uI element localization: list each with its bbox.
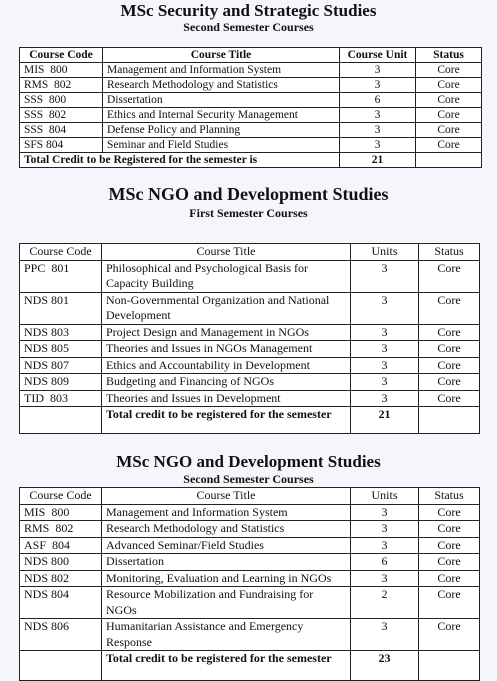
table-row [20, 324, 480, 341]
section1-subtitle: Second Semester Courses [183, 20, 314, 34]
course-units: 3 [340, 63, 416, 78]
course-code: NDS 809 [20, 374, 102, 391]
course-units: 3 [351, 374, 419, 391]
section3-title: MSc NGO and Development Studies [116, 452, 381, 471]
course-code: PPC 801 [20, 260, 102, 292]
course-code: NDS 803 [20, 324, 102, 341]
header-status: Status [416, 48, 482, 63]
section3-table [19, 487, 480, 681]
table-row [20, 570, 480, 587]
header-units: Units [351, 244, 419, 261]
course-title: Research Methodology and Statistics [102, 521, 351, 538]
course-title: Philosophical and Psychological Basis for Capacity Building [102, 260, 351, 292]
course-code: SSS 802 [20, 108, 103, 123]
table-row [20, 78, 482, 93]
course-units: 3 [351, 504, 419, 521]
empty-cell [20, 407, 102, 434]
header-course-title: Course Title [102, 244, 351, 261]
empty-cell [416, 153, 482, 168]
header-status: Status [419, 488, 480, 505]
section2-title: MSc NGO and Development Studies [108, 184, 389, 204]
course-code: TID 803 [20, 390, 102, 407]
course-title: Theories and Issues in NGOs Management [102, 341, 351, 358]
course-title: Ethics and Internal Security Management [103, 108, 340, 123]
course-code: MIS 800 [20, 504, 102, 521]
course-status: Core [419, 570, 480, 587]
course-status: Core [419, 619, 480, 651]
table-row [20, 390, 480, 407]
header-course-code: Course Code [20, 48, 103, 63]
table-row [20, 108, 482, 123]
header-course-title: Course Title [102, 488, 351, 505]
course-status: Core [419, 554, 480, 571]
course-status: Core [419, 341, 480, 358]
course-status: Core [416, 108, 482, 123]
course-status: Core [419, 537, 480, 554]
course-title: Advanced Seminar/Field Studies [102, 537, 351, 554]
course-units: 3 [351, 341, 419, 358]
table-row [20, 374, 480, 391]
course-code: NDS 801 [20, 292, 102, 324]
course-code: NDS 806 [20, 619, 102, 651]
course-code: RMS 802 [20, 78, 103, 93]
course-code: NDS 807 [20, 357, 102, 374]
course-units: 2 [351, 587, 419, 619]
course-status: Core [419, 357, 480, 374]
total-label: Total Credit to be Registered for the semester is [20, 153, 340, 168]
empty-cell [20, 651, 102, 681]
course-status: Core [419, 292, 480, 324]
empty-cell [419, 407, 480, 434]
course-title: Project Design and Management in NGOs [102, 324, 351, 341]
table-row [20, 587, 480, 619]
course-code: RMS 802 [20, 521, 102, 538]
total-row [20, 407, 480, 434]
course-code: SFS 804 [20, 138, 103, 153]
course-units: 3 [351, 292, 419, 324]
course-units: 3 [351, 324, 419, 341]
course-units: 6 [340, 93, 416, 108]
header-course-unit: Course Unit [340, 48, 416, 63]
course-code: ASF 804 [20, 537, 102, 554]
table-row [20, 123, 482, 138]
table-header-row [20, 48, 482, 63]
table-row [20, 260, 480, 292]
course-units: 3 [351, 390, 419, 407]
course-status: Core [416, 63, 482, 78]
course-title: Dissertation [102, 554, 351, 571]
course-units: 3 [351, 570, 419, 587]
course-title: Non-Governmental Organization and National Development [102, 292, 351, 324]
course-code: SSS 800 [20, 93, 103, 108]
course-title: Resource Mobilization and Fundraising for NGOs [102, 587, 351, 619]
course-units: 3 [340, 138, 416, 153]
table-row [20, 357, 480, 374]
course-units: 3 [351, 619, 419, 651]
course-code: NDS 805 [20, 341, 102, 358]
course-units: 3 [351, 260, 419, 292]
course-title: Theories and Issues in Development [102, 390, 351, 407]
course-title: Monitoring, Evaluation and Learning in NGOs [102, 570, 351, 587]
course-status: Core [416, 78, 482, 93]
table-row [20, 93, 482, 108]
header-course-code: Course Code [20, 488, 102, 505]
course-code: NDS 802 [20, 570, 102, 587]
course-title: Seminar and Field Studies [103, 138, 340, 153]
table-row [20, 521, 480, 538]
course-title: Dissertation [103, 93, 340, 108]
header-units: Units [351, 488, 419, 505]
section3-subtitle: Second Semester Courses [183, 472, 314, 486]
table-header-row [20, 244, 480, 261]
table-row [20, 554, 480, 571]
course-title: Research Methodology and Statistics [103, 78, 340, 93]
course-units: 3 [351, 357, 419, 374]
course-title: Budgeting and Financing of NGOs [102, 374, 351, 391]
course-units: 6 [351, 554, 419, 571]
course-status: Core [416, 93, 482, 108]
header-course-code: Course Code [20, 244, 102, 261]
course-status: Core [419, 521, 480, 538]
course-status: Core [419, 390, 480, 407]
course-title: Defense Policy and Planning [103, 123, 340, 138]
course-title: Ethics and Accountability in Development [102, 357, 351, 374]
course-title: Humanitarian Assistance and Emergency Response [102, 619, 351, 651]
table-row [20, 63, 482, 78]
course-units: 3 [351, 537, 419, 554]
header-course-title: Course Title [103, 48, 340, 63]
course-status: Core [419, 587, 480, 619]
total-row [20, 651, 480, 681]
table-row [20, 341, 480, 358]
total-value: 21 [351, 407, 419, 434]
course-status: Core [419, 260, 480, 292]
total-value: 23 [351, 651, 419, 681]
course-title: Management and Information System [102, 504, 351, 521]
table-row [20, 504, 480, 521]
total-value: 21 [340, 153, 416, 168]
course-units: 3 [340, 78, 416, 93]
section1-title: MSc Security and Strategic Studies [120, 1, 377, 20]
section1-table [19, 47, 482, 168]
total-label: Total credit to be registered for the semester [102, 651, 351, 681]
course-title: Management and Information System [103, 63, 340, 78]
course-status: Core [416, 123, 482, 138]
course-status: Core [416, 138, 482, 153]
course-code: NDS 804 [20, 587, 102, 619]
course-status: Core [419, 324, 480, 341]
table-row [20, 619, 480, 651]
section2-table [19, 243, 480, 434]
table-row [20, 138, 482, 153]
table-header-row [20, 488, 480, 505]
empty-cell [419, 651, 480, 681]
course-units: 3 [340, 123, 416, 138]
table-row [20, 292, 480, 324]
section2-subtitle: First Semester Courses [189, 206, 308, 220]
course-code: NDS 800 [20, 554, 102, 571]
course-code: MIS 800 [20, 63, 103, 78]
course-status: Core [419, 504, 480, 521]
total-row [20, 153, 482, 168]
course-code: SSS 804 [20, 123, 103, 138]
total-label: Total credit to be registered for the semester [102, 407, 351, 434]
course-status: Core [419, 374, 480, 391]
table-row [20, 537, 480, 554]
course-units: 3 [340, 108, 416, 123]
course-units: 3 [351, 521, 419, 538]
header-status: Status [419, 244, 480, 261]
